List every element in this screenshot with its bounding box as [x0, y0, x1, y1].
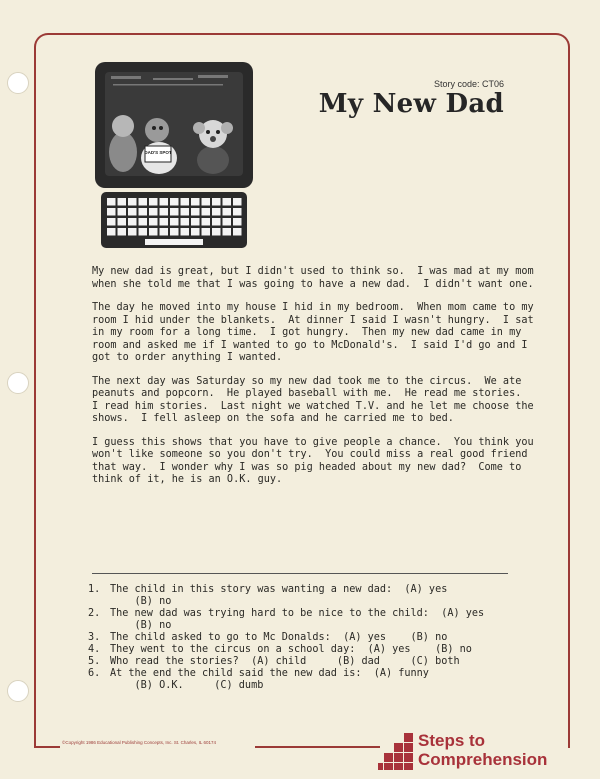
keyboard-key — [149, 208, 158, 216]
story-code: Story code: CT06 — [433, 79, 504, 89]
keyboard-key — [160, 218, 169, 226]
keyboard-key — [139, 198, 148, 206]
keyboard-key — [202, 198, 211, 206]
keyboard-key — [107, 208, 116, 216]
keyboard-key — [191, 198, 200, 206]
question-text: The child in this story was wanting a new dad: (A) yes (B) no — [110, 584, 448, 607]
screen-sign-text: DAD'S SPOT — [144, 150, 172, 155]
keyboard-key — [118, 218, 127, 226]
keyboard-key — [107, 218, 116, 226]
keyboard-key — [191, 208, 200, 216]
steps-to-comprehension-logo — [378, 731, 568, 771]
question-number: 2. — [88, 608, 101, 619]
story-body — [92, 266, 532, 498]
binder-hole-2 — [7, 372, 29, 394]
keyboard-key — [139, 228, 148, 236]
keyboard-key — [212, 208, 221, 216]
keyboard-key — [233, 218, 242, 226]
question-number: 4. — [88, 644, 101, 655]
section-divider — [92, 573, 508, 574]
keyboard-key — [212, 228, 221, 236]
question-item — [88, 644, 528, 656]
story-paragraph: The next day was Saturday so my new dad took me to the circus. We ate peanuts and popcorn. He played baseball with me. He read me stories. I read him stories. Last night we watched T.V. and he let me choose the shows. I fell asleep on the sofa and he carried me to bed. — [92, 375, 534, 424]
keyboard-key — [233, 198, 242, 206]
question-number: 5. — [88, 656, 101, 667]
question-item — [88, 584, 528, 608]
question-text: The new dad was trying hard to be nice to the child: (A) yes (B) no — [110, 608, 485, 631]
keyboard-key — [223, 218, 232, 226]
question-text: They went to the circus on a school day: (A) yes (B) no — [110, 644, 472, 655]
keyboard-key — [160, 208, 169, 216]
question-number: 1. — [88, 584, 101, 595]
question-text: The child asked to go to Mc Donalds: (A) yes (B) no — [110, 632, 448, 643]
keyboard-key — [107, 228, 116, 236]
question-item — [88, 656, 528, 668]
keyboard-key — [170, 208, 179, 216]
story-paragraph: My new dad is great, but I didn't used to think so. I was mad at my mom when she told me that I was going to have a new dad. I didn't want one. — [92, 266, 534, 290]
keyboard-key — [181, 218, 190, 226]
binder-hole-1 — [7, 72, 29, 94]
keyboard-key — [202, 228, 211, 236]
keyboard-key — [149, 198, 158, 206]
keyboard-key — [202, 208, 211, 216]
keyboard-key — [181, 198, 190, 206]
keyboard-key — [212, 218, 221, 226]
steps-icon — [378, 733, 416, 771]
keyboard-key — [128, 218, 137, 226]
copyright-notice: ©Copyright 1986 Educational Publishing Concepts, Inc. St. Charles, IL 60174 — [62, 740, 216, 745]
keyboard-key — [170, 198, 179, 206]
keyboard-key — [181, 208, 190, 216]
logo-line-1: Steps to — [418, 731, 486, 750]
question-item — [88, 608, 528, 632]
story-paragraph: The day he moved into my house I hid in my bedroom. When mom came to my room I hid under the blankets. At dinner I said I wasn't hungry. I sat in my room for a long time. I got hungry. Then my new dad came in my room and asked me if I wanted to go to McDonald's. I said I'd go and I got to order anything I wanted. — [92, 302, 534, 363]
keyboard-key — [128, 208, 137, 216]
keyboard-key — [139, 218, 148, 226]
keyboard-key — [160, 198, 169, 206]
keyboard-key — [128, 198, 137, 206]
keyboard-key — [118, 208, 127, 216]
keyboard-key — [149, 218, 158, 226]
keyboard-key — [128, 228, 137, 236]
footer-rule-middle — [255, 746, 380, 748]
keyboard-key — [212, 198, 221, 206]
question-text: At the end the child said the new dad is: (A) funny (B) O.K. (C) dumb — [110, 668, 429, 691]
keyboard-key — [233, 208, 242, 216]
keyboard-key — [139, 208, 148, 216]
keyboard-key — [160, 228, 169, 236]
keyboard-key — [223, 208, 232, 216]
question-item — [88, 632, 528, 644]
keyboard-key — [181, 228, 190, 236]
keyboard-key — [223, 198, 232, 206]
question-number: 6. — [88, 668, 101, 679]
keyboard-key — [202, 218, 211, 226]
question-number: 3. — [88, 632, 101, 643]
keyboard-key — [191, 228, 200, 236]
keyboard-key — [233, 228, 242, 236]
logo-line-2: Comprehension — [418, 750, 548, 769]
footer-rule-left — [34, 746, 60, 748]
keyboard-key — [170, 228, 179, 236]
spacebar — [145, 239, 203, 245]
keyboard-key — [170, 218, 179, 226]
keyboard-key — [149, 228, 158, 236]
keyboard-key — [223, 228, 232, 236]
page-title: My New Dad — [318, 89, 504, 119]
keyboard-key — [191, 218, 200, 226]
keyboard-key — [118, 198, 127, 206]
question-list — [88, 584, 528, 692]
laptop-illustration — [93, 60, 255, 250]
binder-hole-3 — [7, 680, 29, 702]
keyboard-key — [107, 198, 116, 206]
question-text: Who read the stories? (A) child (B) dad (C) both — [110, 656, 460, 667]
story-paragraph: I guess this shows that you have to give people a chance. You think you won't like someone so you don't try. You could miss a real good friend that way. I wonder why I was so pig headed about my new dad? Come to think of it, he is an O.K. guy. — [92, 436, 534, 485]
keyboard-key — [118, 228, 127, 236]
question-item — [88, 668, 528, 692]
